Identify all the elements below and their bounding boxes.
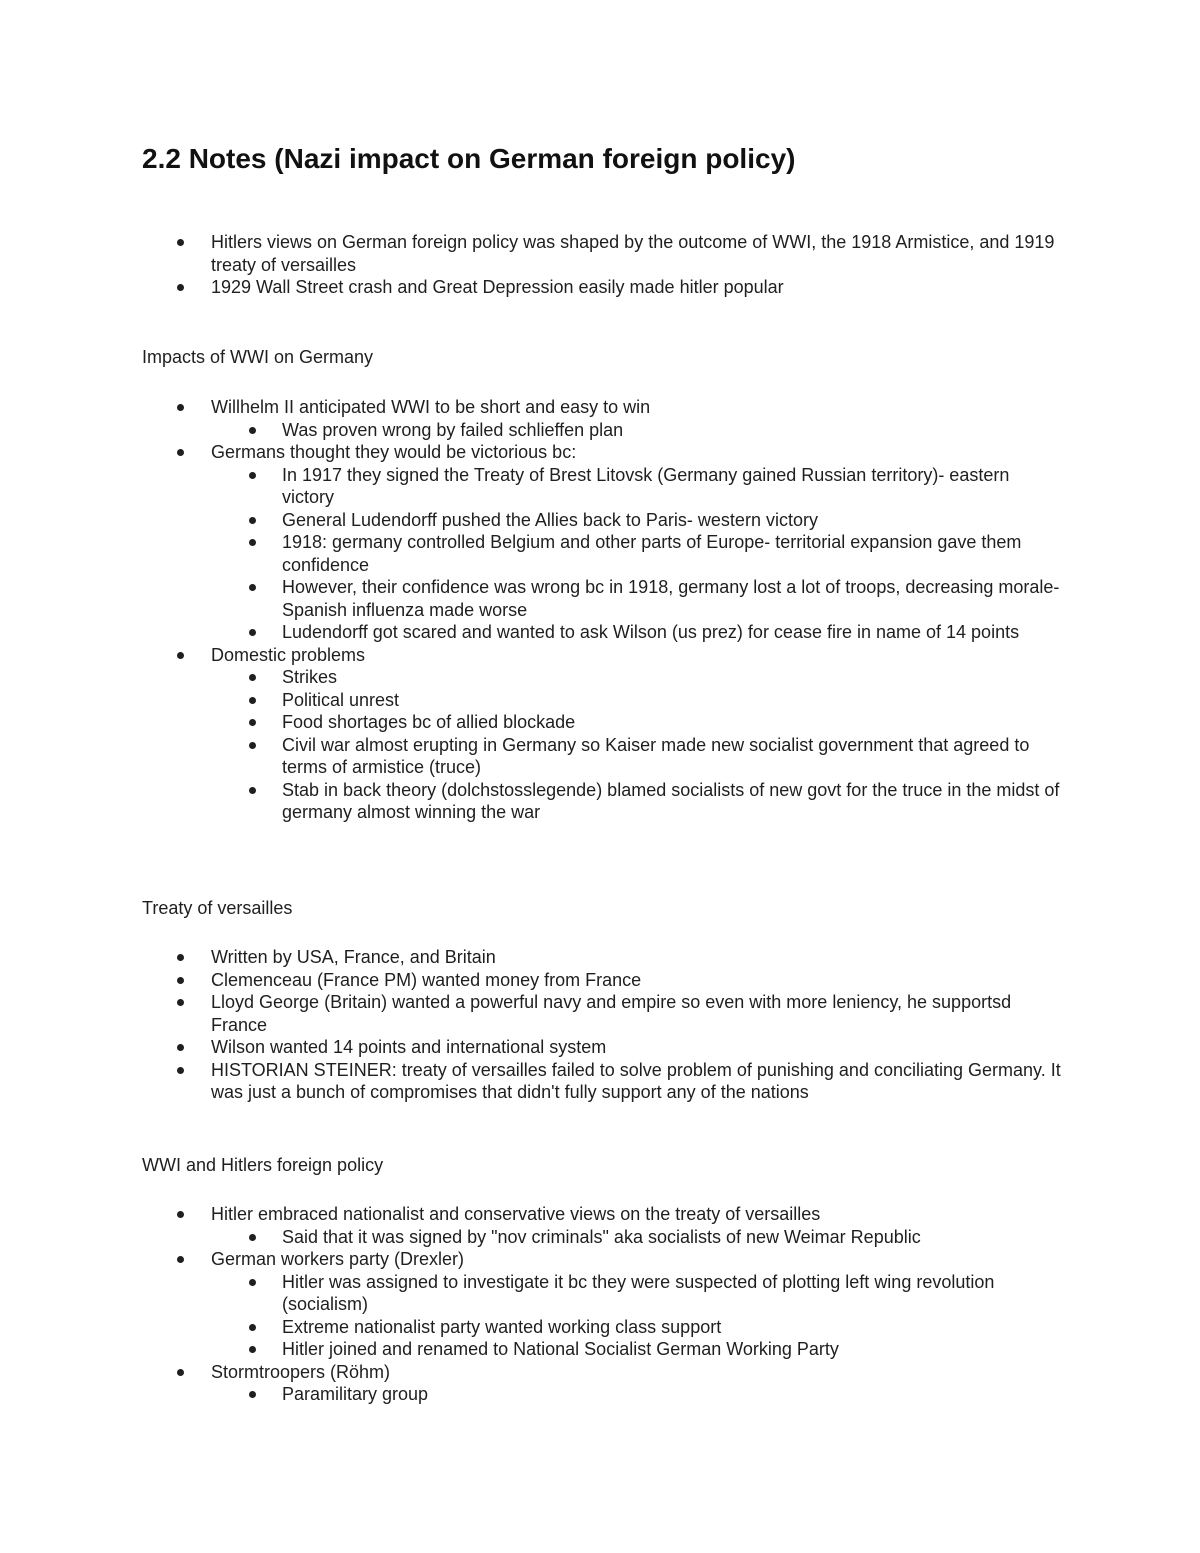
sub-list-item: Hitler joined and renamed to National Socialist German Working Party <box>0 1338 1062 1361</box>
list-item: Lloyd George (Britain) wanted a powerful navy and empire so even with more leniency, he supportsd France <box>0 991 1062 1036</box>
list-item: Germans thought they would be victorious bc: <box>0 441 1062 464</box>
sub-list-item: General Ludendorff pushed the Allies back to Paris- western victory <box>0 509 1062 532</box>
sub-list-item: Stab in back theory (dolchstosslegende) blamed socialists of new govt for the truce in the midst of germany almost winning the war <box>0 779 1062 824</box>
page-title: 2.2 Notes (Nazi impact on German foreign policy) <box>142 143 796 174</box>
sub-list-item: Ludendorff got scared and wanted to ask Wilson (us prez) for cease fire in name of 14 points <box>0 621 1062 644</box>
list-item: Wilson wanted 14 points and international system <box>0 1036 1062 1059</box>
sub-list-item: Said that it was signed by "nov criminals" aka socialists of new Weimar Republic <box>0 1226 1062 1249</box>
versailles-list <box>0 946 1062 1104</box>
sub-list-item: Paramilitary group <box>0 1383 1062 1406</box>
list-item: Hitler embraced nationalist and conservative views on the treaty of versailles <box>0 1203 1062 1226</box>
list-item: German workers party (Drexler) <box>0 1248 1062 1271</box>
impacts-list <box>0 396 1062 824</box>
list-item: Willhelm II anticipated WWI to be short and easy to win <box>0 396 1062 419</box>
sub-list-item: In 1917 they signed the Treaty of Brest Litovsk (Germany gained Russian territory)- eastern victory <box>0 464 1062 509</box>
wwi-hitler-list <box>0 1203 1062 1406</box>
section-heading-impacts: Impacts of WWI on Germany <box>142 347 374 367</box>
sub-list-item: Strikes <box>0 666 1062 689</box>
list-item: Stormtroopers (Röhm) <box>0 1361 1062 1384</box>
sub-list-item: Civil war almost erupting in Germany so Kaiser made new socialist government that agreed to terms of armistice (truce) <box>0 734 1062 779</box>
section-heading-versailles: Treaty of versailles <box>142 898 293 918</box>
sub-list-item: Food shortages bc of allied blockade <box>0 711 1062 734</box>
list-item: Hitlers views on German foreign policy was shaped by the outcome of WWI, the 1918 Armistice, and 1919 treaty of versailles <box>0 231 1062 276</box>
sub-list-item: Was proven wrong by failed schlieffen plan <box>0 419 1062 442</box>
list-item: Clemenceau (France PM) wanted money from France <box>0 969 1062 992</box>
intro-list <box>0 231 1062 299</box>
sub-list-item: However, their confidence was wrong bc in 1918, germany lost a lot of troops, decreasing morale- Spanish influenza made worse <box>0 576 1062 621</box>
sub-list-item: Extreme nationalist party wanted working class support <box>0 1316 1062 1339</box>
sub-list-item: 1918: germany controlled Belgium and other parts of Europe- territorial expansion gave them confidence <box>0 531 1062 576</box>
list-item: HISTORIAN STEINER: treaty of versailles failed to solve problem of punishing and conciliating Germany. It was just a bunch of compromises that didn't fully support any of the nations <box>0 1059 1062 1104</box>
list-item: 1929 Wall Street crash and Great Depression easily made hitler popular <box>0 276 1062 299</box>
sub-list-item: Political unrest <box>0 689 1062 712</box>
section-heading-wwi-hitler: WWI and Hitlers foreign policy <box>142 1155 384 1175</box>
sub-list-item: Hitler was assigned to investigate it bc they were suspected of plotting left wing revolution (socialism) <box>0 1271 1062 1316</box>
list-item: Written by USA, France, and Britain <box>0 946 1062 969</box>
list-item: Domestic problems <box>0 644 1062 667</box>
